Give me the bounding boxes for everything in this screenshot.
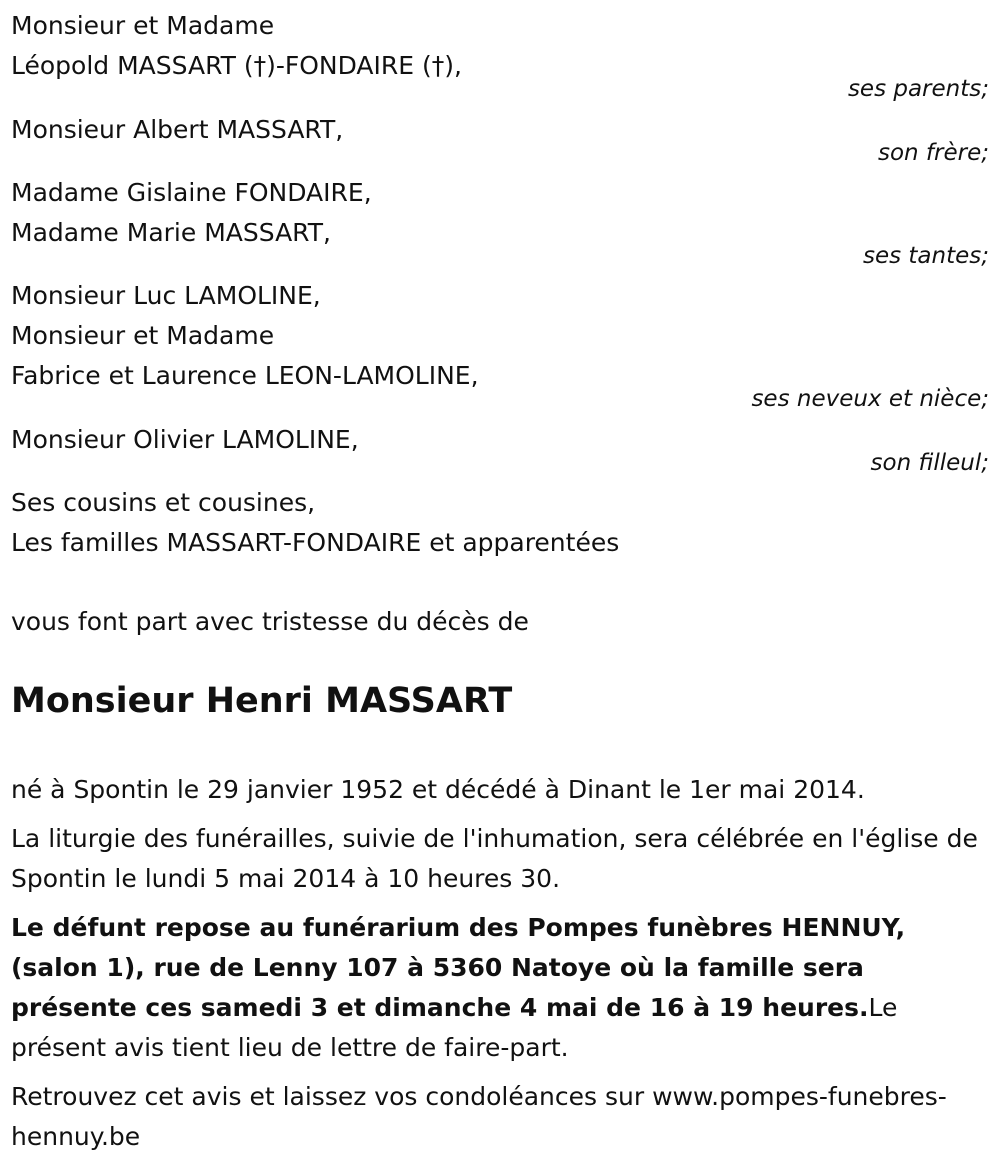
repose-paragraph bbox=[11, 908, 993, 1068]
nephew-line-2: Monsieur et Madame bbox=[11, 321, 275, 350]
brother-line: Monsieur Albert MASSART, bbox=[11, 115, 344, 144]
repose-rest-text: Le présent avis tient lieu de lettre de faire-part. bbox=[11, 993, 898, 1062]
repose-bold-text: Le défunt repose au funérarium des Pompes funèbres HENNUY, (salon 1), rue de Lenny 107 à 5360 Natoye où la famille sera présente ces samedi 3 et dimanche 4 mai de 16 à 19 heures. bbox=[11, 913, 906, 1022]
parents-line-1: Monsieur et Madame bbox=[11, 11, 275, 40]
parents-line-2: Léopold MASSART (†)-FONDAIRE (†), bbox=[11, 51, 462, 80]
intro-line: vous font part avec tristesse du décès de bbox=[11, 607, 529, 636]
godson-line: Monsieur Olivier LAMOLINE, bbox=[11, 425, 359, 454]
birth-death-line: né à Spontin le 29 janvier 1952 et décédé à Dinant le 1er mai 2014. bbox=[11, 775, 865, 804]
aunt-line-2: Madame Marie MASSART, bbox=[11, 218, 331, 247]
nephew-line-1: Monsieur Luc LAMOLINE, bbox=[11, 281, 321, 310]
nephews-relation: ses neveux et nièce; bbox=[751, 386, 989, 412]
funeral-paragraph: La liturgie des funérailles, suivie de l'inhumation, sera célébrée en l'église de Spontin le lundi 5 mai 2014 à 10 heures 30. bbox=[11, 824, 978, 893]
deceased-name: Monsieur Henri MASSART bbox=[11, 681, 513, 721]
aunts-relation: ses tantes; bbox=[862, 243, 989, 269]
brother-relation: son frère; bbox=[877, 140, 989, 166]
cousins-line: Ses cousins et cousines, bbox=[11, 488, 316, 517]
godson-relation: son filleul; bbox=[870, 450, 989, 476]
aunt-line-1: Madame Gislaine FONDAIRE, bbox=[11, 178, 372, 207]
families-line: Les familles MASSART-FONDAIRE et apparentées bbox=[11, 528, 620, 557]
parents-relation: ses parents; bbox=[847, 76, 989, 102]
nephew-line-3: Fabrice et Laurence LEON-LAMOLINE, bbox=[11, 361, 479, 390]
condolences-paragraph: Retrouvez cet avis et laissez vos condoléances sur www.pompes-funebres-hennuy.be bbox=[11, 1082, 947, 1151]
